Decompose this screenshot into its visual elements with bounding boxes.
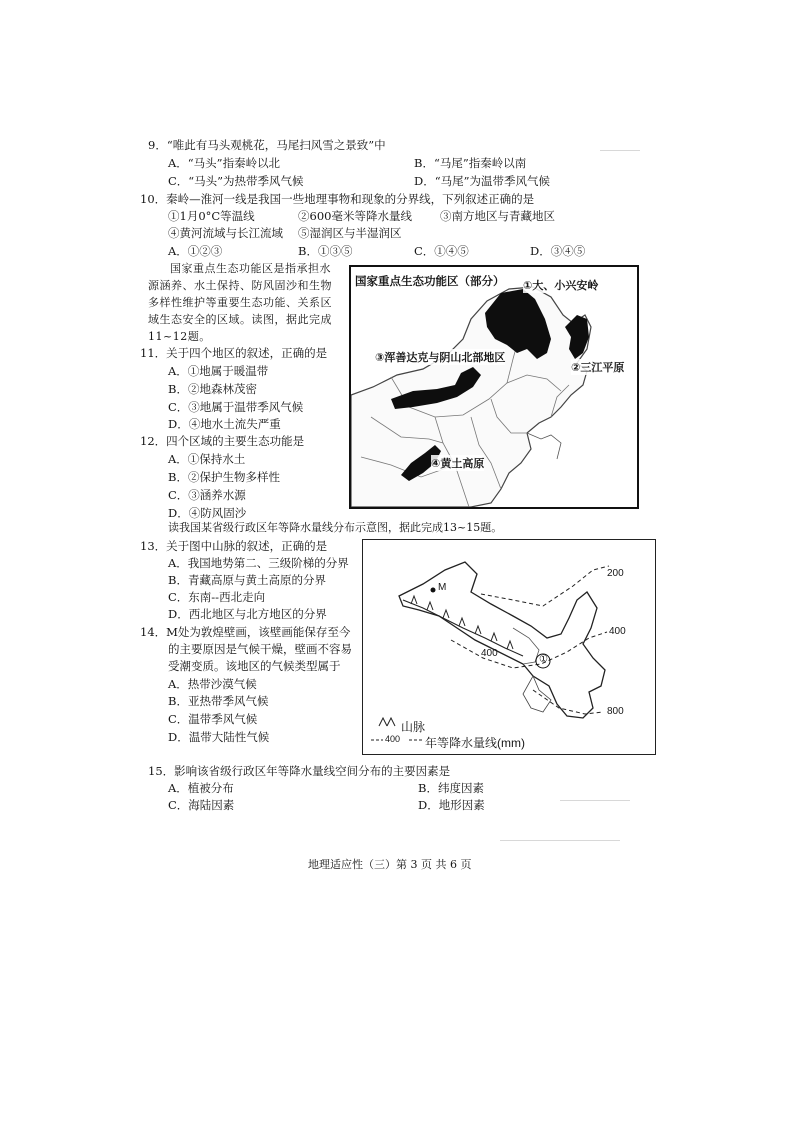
map1-label-region-1: ①大、小兴安岭 [523, 279, 599, 292]
scan-noise [500, 840, 620, 841]
q14-stem-line-2: 的主要原因是气候干燥，壁画不容易 [168, 642, 352, 656]
map1-label-region-3: ③浑善达克与阴山北部地区 [375, 351, 506, 364]
q12-option-b: B．②保护生物多样性 [168, 470, 280, 484]
q10-item-5: ⑤湿润区与半湿润区 [298, 226, 402, 240]
q10-item-4: ④黄河流域与长江流域 [168, 226, 283, 240]
q13-option-a: A．我国地势第二、三级阶梯的分界 [168, 556, 349, 570]
q9-option-d: D．“马尾”为温带季风气候 [414, 174, 550, 188]
map2-legend-mountain: 山脉 [401, 720, 426, 734]
map1-label-region-2: ②三江平原 [571, 361, 625, 374]
ecological-zones-map-drawing [351, 267, 637, 507]
q13-option-c: C．东南--西北走向 [168, 590, 266, 604]
q14-option-a: A．热带沙漠气候 [168, 677, 257, 691]
q15-stem: 15．影响该省级行政区年等降水量线空间分布的主要因素是 [148, 764, 451, 778]
q14-option-c: C．温带季风气候 [168, 712, 258, 726]
q11-option-d: D．④地水土流失严重 [168, 417, 281, 431]
q13-stem: 13．关于图中山脉的叙述，正确的是 [140, 539, 328, 553]
q10-option-b: B．①③⑤ [298, 244, 353, 258]
q13-option-d: D．西北地区与北方地区的分界 [168, 607, 327, 621]
q13-option-b: B．青藏高原与黄土高原的分界 [168, 573, 326, 587]
scan-noise [560, 800, 630, 801]
q15-option-d: D．地形因素 [418, 798, 485, 812]
q14-option-d: D．温带大陆性气候 [168, 730, 270, 744]
q10-option-a: A．①②③ [168, 244, 223, 258]
q11-option-a: A．①地属于暖温带 [168, 364, 269, 378]
intro-11-12: 国家重点生态功能区是指承担水源涵养、水土保持、防风固沙和生物多样性维护等重要生态功能、关系区域生态安全的区域。读图，据此完成11~12题。 [148, 262, 332, 343]
q14-stem-line-3: 受潮变质。该地区的气候类型属于 [168, 659, 341, 673]
intro-13-15: 读我国某省级行政区年等降水量线分布示意图，据此完成13~15题。 [168, 521, 503, 534]
q9-option-a: A．“马头”指秦岭以北 [168, 156, 281, 170]
q14-option-b: B．亚热带季风气候 [168, 694, 269, 708]
q10-item-2: ②600毫米等降水量线 [298, 209, 412, 223]
map2-marker-1: ① [539, 654, 548, 665]
q14-stem-line-1: 14．M处为敦煌壁画，该壁画能保存至今 [140, 625, 351, 639]
q11-option-c: C．③地属于温带季风气候 [168, 400, 304, 414]
map1-label-region-4: ④黄土高原 [431, 457, 485, 470]
q11-stem: 11．关于四个地区的叙述，正确的是 [140, 346, 328, 360]
map2-isohyet-200: 200 [607, 568, 624, 579]
q12-option-c: C．③涵养水源 [168, 488, 246, 502]
map2-legend-isohyet: 年等降水量线(mm) [425, 736, 525, 750]
q12-option-a: A．①保持水土 [168, 452, 246, 466]
q12-stem: 12．四个区域的主要生态功能是 [140, 434, 305, 448]
q11-option-b: B．②地森林茂密 [168, 382, 257, 396]
q12-option-d: D．④防风固沙 [168, 506, 247, 520]
ecological-zones-map [349, 265, 639, 509]
page-footer: 地理适应性（三）第 3 页 共 6 页 [308, 858, 472, 871]
map2-point-m: M [438, 582, 447, 593]
q10-option-d: D．③④⑤ [530, 244, 586, 258]
isohyet-map [362, 539, 656, 755]
scan-noise [600, 150, 640, 151]
q9-stem: 9．“唯此有马头观桃花，马尾扫风雪之景致”中 [148, 138, 386, 152]
map1-title: 国家重点生态功能区（部分） [355, 274, 505, 288]
q10-option-c: C．①④⑤ [414, 244, 469, 258]
map2-legend-iso-value: 400 [385, 734, 401, 744]
q9-option-c: C．“马头”为热带季风气候 [168, 174, 304, 188]
q10-item-1: ①1月0°C等温线 [168, 209, 255, 223]
q9-option-b: B．“马尾”指秦岭以南 [414, 156, 527, 170]
q15-option-c: C．海陆因素 [168, 798, 235, 812]
q10-stem: 10．秦岭—淮河一线是我国一些地理事物和现象的分界线，下列叙述正确的是 [140, 192, 535, 206]
q15-option-b: B．纬度因素 [418, 781, 484, 795]
map2-isohyet-400-east: 400 [609, 626, 626, 637]
map2-isohyet-400-west: 400 [481, 648, 498, 659]
map2-isohyet-800: 800 [607, 706, 624, 717]
q15-option-a: A．植被分布 [168, 781, 234, 795]
q10-item-3: ③南方地区与青藏地区 [440, 209, 555, 223]
